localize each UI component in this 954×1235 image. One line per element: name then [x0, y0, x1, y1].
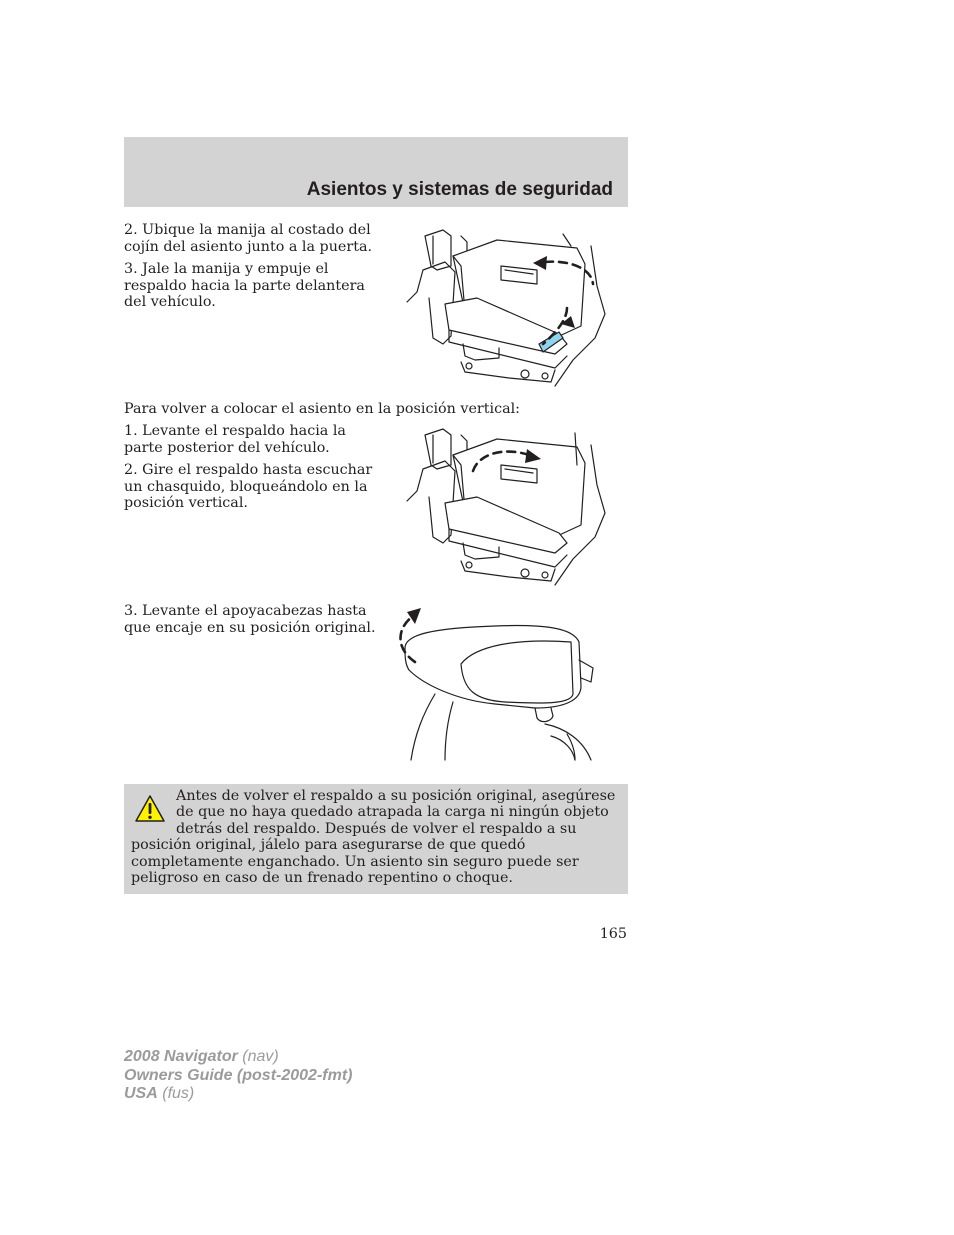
warning-triangle-icon [134, 794, 166, 824]
warning-text: Antes de volver el respaldo a su posición original, asegúrese de que no haya quedado atrapada la carga ni ningún objeto detrás del respaldo. Después de volver el respaldo a su posición original, jálelo para asegurarse de que quedó completamente enganchado. Un asiento sin seguro puede ser peligroso en caso de un frenado repentino o choque. [131, 788, 616, 887]
step-3-pull-handle: 3. Jale la manija y empuje el respaldo hacia la parte delantera del vehículo. [124, 261, 365, 310]
step-1-raise-backrest: 1. Levante el respaldo hacia la parte posterior del vehículo. [124, 423, 346, 456]
seat-fold-forward-illustration [405, 226, 610, 388]
seat-return-upright-illustration [405, 425, 610, 587]
section-header-band [124, 137, 628, 207]
step-3-raise-headrest: 3. Levante el apoyacabezas hasta que encaje en su posición original. [124, 603, 376, 636]
footer-line-3: USA (fus) [124, 1085, 195, 1102]
headrest-raise-illustration [395, 604, 600, 764]
footer-line-2: Owners Guide (post-2002-fmt) [124, 1066, 353, 1084]
page-title: Asientos y sistemas de seguridad [306, 179, 613, 200]
page-number: 165 [599, 926, 627, 942]
step-2-rotate-backrest: 2. Gire el respaldo hasta escuchar un chasquido, bloqueándolo en la posición vertical. [124, 462, 373, 511]
footer-line-1: 2008 Navigator (nav) [124, 1048, 279, 1065]
warning-box [124, 784, 628, 894]
upright-intro: Para volver a colocar el asiento en la posición vertical: [124, 401, 520, 417]
document-footer [124, 1048, 352, 1104]
step-2-locate-handle: 2. Ubique la manija al costado del cojín del asiento junto a la puerta. [124, 222, 373, 255]
